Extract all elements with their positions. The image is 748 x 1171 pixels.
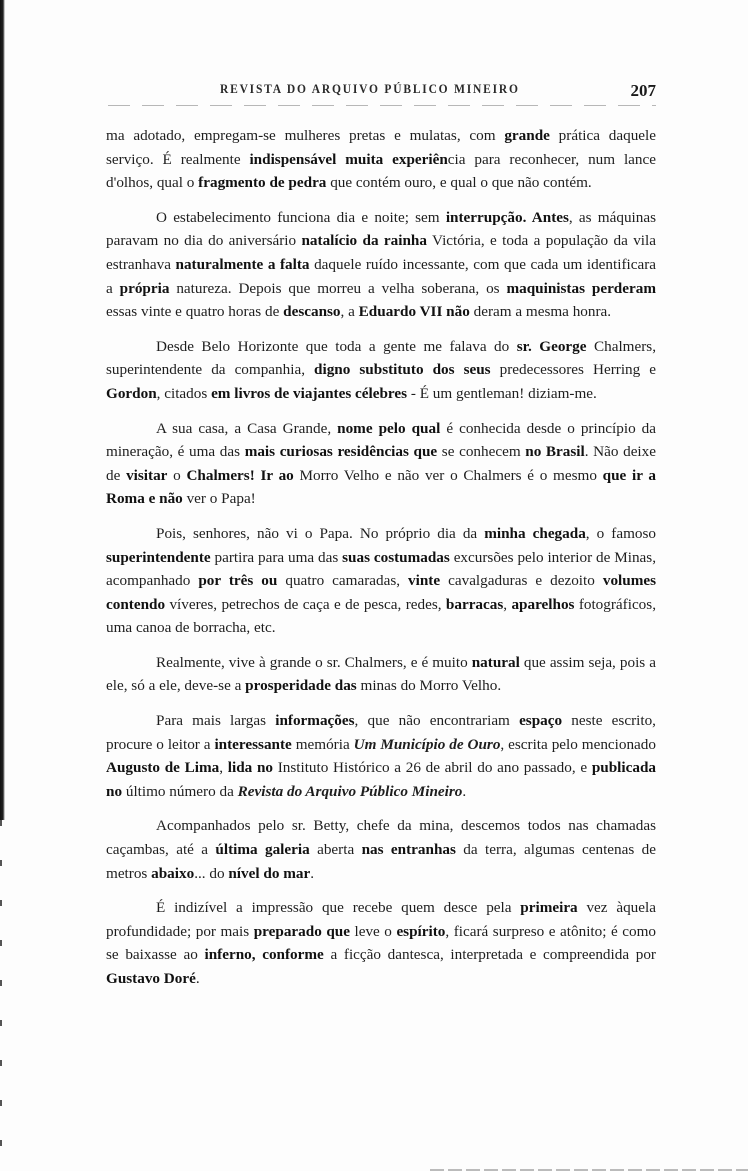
text-segment: Realmente, vive à grande o sr. Chalmers, e é muito: [156, 653, 472, 671]
text-segment: é conhecida desde o princípio da mineração, é uma das: [106, 419, 657, 461]
bold-text: inferno, conforme: [204, 946, 324, 964]
text-segment: Morro Velho e não ver o Chalmers é o mesmo: [293, 466, 603, 484]
bold-text: prosperidade das: [245, 677, 357, 695]
bold-text: própria: [119, 279, 170, 297]
bold-text: interrupção. Antes: [445, 208, 569, 226]
bold-text: maquinistas perderam: [506, 279, 656, 297]
text-segment: . Não deixe de: [106, 443, 656, 484]
bold-text: minha chegada: [484, 524, 586, 542]
bold-text: nas entranhas: [361, 841, 456, 859]
text-segment: excursões pelo interior de Minas, acompanhado: [106, 548, 657, 590]
paragraph: [106, 335, 656, 406]
bold-text: indispensável muita experiên: [249, 150, 448, 168]
text-segment: leve o: [349, 922, 397, 940]
bold-text: publicada no: [106, 759, 656, 800]
bold-text: superintendente: [106, 548, 211, 566]
paragraph: [106, 896, 656, 990]
text-segment: que contém ouro, e qual o que não contém.: [326, 174, 592, 192]
page-number: 207: [630, 81, 656, 100]
text-segment: cavalgaduras e dezoito: [440, 572, 603, 590]
text-segment: ver o Papa!: [182, 490, 256, 508]
running-head: [108, 81, 656, 106]
text-segment: Victória, e toda a população da vila estranhava: [106, 232, 656, 273]
bold-text: descanso: [283, 303, 341, 321]
bold-text: por três ou: [198, 572, 278, 590]
text-segment: , o famoso: [585, 524, 656, 542]
bold-text: última galeria: [215, 841, 310, 859]
text-segment: Para mais largas: [156, 712, 276, 730]
text-segment: , a: [340, 303, 359, 321]
text-segment: se conhecem: [437, 443, 526, 461]
paragraph: [106, 206, 656, 324]
bold-text: fragmento de pedra: [198, 174, 327, 192]
bold-text: suas costumadas: [342, 548, 450, 566]
text-segment: É indizível a impressão que recebe quem desce pela: [156, 899, 521, 917]
paragraph: [106, 417, 656, 511]
text-segment: último número da: [122, 782, 238, 800]
bold-text: vinte: [408, 572, 441, 590]
body-text: [106, 124, 656, 1002]
bold-text: sr. George: [516, 337, 587, 355]
bold-text: em livros de viajantes célebres: [211, 384, 408, 402]
text-segment: Acompanhados pelo sr. Betty, chefe da mina, descemos todos nas chamadas caçambas, até a: [106, 817, 656, 859]
bold-text: espaço: [519, 712, 563, 730]
text-segment: Pois, senhores, não vi o Papa. No próprio dia da: [156, 524, 485, 542]
text-segment: da terra, algumas centenas de metros: [106, 841, 657, 882]
bold-text: grande: [504, 127, 550, 144]
bold-text: aparelhos: [511, 595, 575, 613]
text-segment: neste escrito, procure o leitor a: [106, 712, 656, 753]
text-segment: vez àquela profundidade; por mais: [106, 899, 656, 940]
text-segment: Chalmers, superintendente da companhia,: [106, 337, 656, 379]
bold-text: Chalmers! Ir ao: [186, 466, 294, 484]
text-segment: .: [462, 782, 467, 800]
text-segment: predecessores Herring e: [490, 361, 657, 379]
bold-text: digno substituto dos seus: [314, 361, 491, 379]
text-segment: A sua casa, a Casa Grande,: [156, 419, 338, 437]
text-segment: O estabelecimento funciona dia e noite; sem: [156, 208, 446, 226]
bold-text: natalício da rainha: [301, 232, 427, 250]
bold-text: no Brasil: [525, 443, 585, 461]
text-segment: a ficção dantesca, interpretada e compreendida por: [323, 946, 656, 964]
text-segment: víveres, petrechos de caça e de pesca, redes,: [165, 595, 446, 613]
bold-text: barracas: [445, 595, 504, 613]
text-segment: ... do: [194, 864, 229, 882]
page-binding-edge: [0, 0, 5, 820]
bold-text: Augusto de Lima: [106, 759, 220, 777]
bold-text: interessante: [214, 735, 292, 753]
text-segment: , ficará surpreso e atônito; é como se baixasse ao: [106, 922, 656, 964]
text-segment: , citados: [156, 384, 212, 402]
paragraph: [106, 124, 656, 195]
bold-text: nome pelo qual: [337, 419, 441, 437]
bold-text: lida no: [227, 759, 273, 777]
bold-text: primeira: [520, 899, 578, 917]
bold-text: mais curiosas residências que: [244, 443, 438, 461]
text-segment: partira para uma das: [210, 548, 343, 566]
bold-text: visitar: [126, 466, 168, 484]
text-segment: ,: [219, 759, 228, 777]
text-segment: daquele ruído incessante, com que cada um identificara a: [106, 255, 657, 297]
bold-text: natural: [471, 653, 520, 671]
text-segment: .: [310, 864, 314, 882]
text-segment: Desde Belo Horizonte que toda a gente me falava do: [156, 337, 517, 355]
text-segment: Instituto Histórico a 26 de abril do ano passado, e: [272, 759, 592, 777]
paragraph: [106, 522, 656, 640]
text-segment: .: [195, 970, 200, 987]
italic-title: Revista do Arquivo Público Mineiro: [237, 782, 463, 800]
text-segment: , as máquinas paravam no dia do aniversário: [106, 208, 657, 250]
text-segment: quatro camaradas,: [277, 572, 409, 590]
bold-text: abaixo: [151, 864, 195, 882]
italic-title: Um Município de Ouro: [353, 735, 501, 753]
bold-text: espírito: [396, 922, 446, 940]
text-segment: essas vinte e quatro horas de: [106, 303, 284, 321]
bold-text: Gustavo Doré: [106, 970, 196, 987]
bold-text: informações: [275, 712, 355, 730]
text-segment: fotográficos, uma canoa de borracha, etc.: [106, 595, 656, 637]
text-segment: , escrita pelo mencionado: [500, 735, 656, 753]
text-segment: minas do Morro Velho.: [356, 677, 502, 695]
text-segment: deram a mesma honra.: [469, 303, 612, 321]
text-segment: cia para reconhecer, num lance d'olhos, qual o: [106, 150, 656, 192]
page-binding-edge-faint: [0, 820, 2, 1160]
paragraph: [106, 709, 656, 803]
bold-text: nível do mar: [228, 864, 311, 882]
text-segment: , que não encontrariam: [354, 712, 520, 730]
text-segment: o: [167, 466, 187, 484]
bold-text: naturalmente a falta: [175, 255, 310, 273]
header-rule: [108, 105, 656, 106]
text-segment: memória: [291, 735, 354, 753]
bold-text: que ir a Roma e não: [106, 466, 656, 508]
text-segment: prática daquele serviço. É realmente: [106, 127, 656, 168]
journal-title: REVISTA DO ARQUIVO PÚBLICO MINEIRO: [220, 83, 520, 97]
paragraph: [106, 651, 656, 698]
bold-text: preparado que: [253, 922, 350, 940]
text-segment: aberta: [309, 841, 362, 859]
text-segment: ma adotado, empregam-se mulheres pretas e mulatas, com: [106, 127, 505, 144]
bold-text: Gordon: [106, 384, 157, 402]
text-segment: que assim seja, pois a ele, só a ele, deve-se a: [106, 653, 656, 695]
text-segment: ,: [503, 595, 512, 613]
bold-text: volumes contendo: [106, 572, 656, 613]
text-segment: - É um gentleman! diziam-me.: [407, 384, 597, 402]
text-segment: natureza. Depois que morreu a velha soberana, os: [169, 279, 507, 297]
paragraph: [106, 814, 656, 885]
bold-text: Eduardo VII não: [358, 303, 470, 321]
